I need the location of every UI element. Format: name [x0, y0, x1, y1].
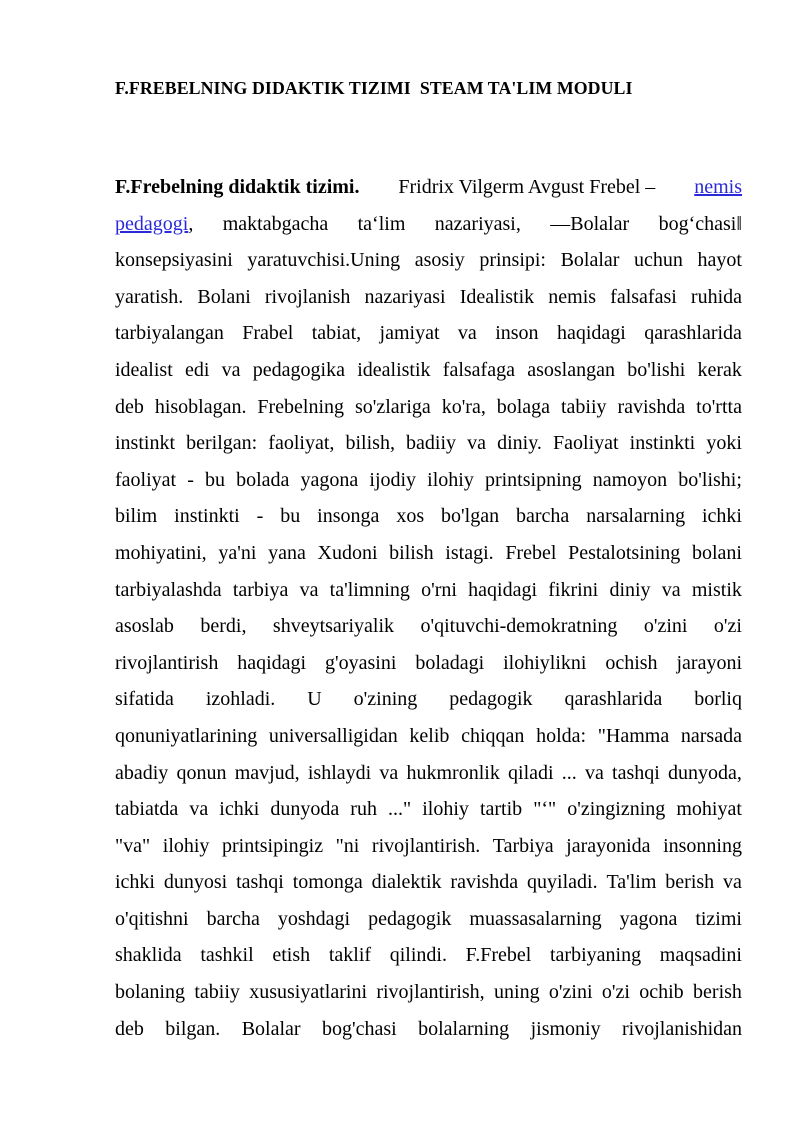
- word: bilish,: [345, 432, 395, 455]
- word: maqsadini: [659, 944, 742, 967]
- word: "‘": [533, 798, 557, 821]
- word: qonun: [176, 761, 227, 784]
- word: taklif: [328, 944, 372, 967]
- word: tabiiy: [560, 395, 607, 418]
- text-line: [115, 864, 742, 901]
- text-line: [115, 608, 742, 645]
- text-line: [115, 718, 742, 755]
- word: o'zi: [713, 615, 742, 638]
- word: Xudoni: [317, 541, 378, 564]
- word: tarbiyalashda: [115, 578, 222, 601]
- word: tarbiyaning: [549, 944, 642, 967]
- word: ruhida: [690, 285, 742, 308]
- word: asosiy: [414, 249, 465, 272]
- word: ilohiy: [422, 798, 469, 821]
- word: printsipingiz: [221, 834, 324, 857]
- word: o'zi: [601, 981, 630, 1004]
- word: tabiat,: [311, 322, 362, 345]
- word: ilohiylikni: [503, 651, 587, 674]
- word: abadiy: [115, 761, 169, 784]
- word: bo'lgan: [441, 505, 500, 528]
- word: inson: [495, 322, 539, 345]
- word: so'zlariga: [354, 395, 431, 418]
- text-line: [115, 315, 742, 352]
- body-paragraph: [115, 169, 742, 1047]
- word: Pestalotsining: [568, 541, 681, 564]
- word: ,: [188, 212, 194, 235]
- word: bu: [280, 505, 301, 528]
- word: yoki: [706, 432, 742, 455]
- text-line: [115, 206, 742, 243]
- word: ta‘lim: [357, 212, 406, 235]
- word: haqidagi: [237, 651, 307, 674]
- word: "ni: [335, 834, 360, 857]
- word: izohladi.: [205, 688, 276, 711]
- word: yana: [268, 541, 306, 564]
- word: etish: [272, 944, 311, 967]
- word: o'zini: [548, 981, 593, 1004]
- word: o'qituvchi-demokratning: [420, 615, 618, 638]
- word: printsipning: [484, 468, 582, 491]
- word: mavjud,: [234, 761, 300, 784]
- word: F.Frebel: [465, 944, 532, 967]
- word: tarbiya: [232, 578, 289, 601]
- word: diniy: [609, 578, 651, 601]
- word: ta'limning: [329, 578, 410, 601]
- word: g'oyasini: [325, 651, 397, 674]
- word: idealistik: [357, 358, 431, 381]
- word: ilohiy: [162, 834, 210, 857]
- word: bo'lishi: [627, 358, 686, 381]
- word: to'rtta: [696, 395, 742, 418]
- word: boladagi: [415, 651, 485, 674]
- link-nemis[interactable]: nemis: [694, 176, 742, 198]
- word: ravishda: [617, 395, 686, 418]
- word: Tarbiya: [492, 834, 554, 857]
- word: tabiiy: [194, 981, 240, 1004]
- text-line: [115, 462, 742, 499]
- word: Bolalar: [241, 1017, 301, 1040]
- word: bilish: [389, 541, 434, 564]
- text-run: [188, 206, 742, 243]
- word: yagona: [300, 468, 359, 491]
- word: va: [189, 798, 209, 821]
- word: nazariyasi,: [434, 212, 521, 235]
- section-heading-inline: F.Frebelning didaktik tizimi.: [115, 176, 360, 198]
- word: yaratish.: [115, 285, 184, 308]
- word: diniy.: [497, 432, 542, 455]
- word: hayot: [697, 249, 742, 272]
- word: edi: [185, 358, 210, 381]
- word: rivojlantirish: [115, 651, 219, 674]
- word: dunyoda: [270, 798, 340, 821]
- word: badiiy: [406, 432, 457, 455]
- word: va: [457, 322, 477, 345]
- word: ―Bolalar: [550, 212, 630, 235]
- word: ochib: [639, 981, 684, 1004]
- word: bolani: [691, 541, 742, 564]
- word: qarashlarida: [644, 322, 742, 345]
- text-line: [115, 242, 742, 279]
- word: insonning: [663, 834, 742, 857]
- word: deb: [115, 1017, 144, 1040]
- text-line: [115, 974, 742, 1011]
- word: o'rni: [421, 578, 457, 601]
- word: universalligidan: [268, 724, 398, 747]
- word: o'qitishni: [115, 907, 189, 930]
- word: bu: [204, 468, 225, 491]
- word: Ta'lim: [606, 871, 657, 894]
- word: mistik: [691, 578, 742, 601]
- word: kelib: [409, 724, 450, 747]
- word: jarayoni: [676, 651, 742, 674]
- word: dunyoda,: [667, 761, 742, 784]
- word: ichki: [219, 798, 260, 821]
- word: mohiyatini,: [115, 541, 207, 564]
- word: yaratuvchisi.Uning: [247, 249, 401, 272]
- word: pedagogik: [449, 688, 533, 711]
- word: Bolalar: [560, 249, 620, 272]
- word: rivojlanish: [264, 285, 351, 308]
- word: ravishda: [450, 871, 519, 894]
- word: bog'chasi: [321, 1017, 397, 1040]
- word: instinkti: [629, 432, 696, 455]
- word: pedagogik: [368, 907, 452, 930]
- word: va: [221, 358, 241, 381]
- word: ...: [561, 761, 577, 784]
- word: yagona: [619, 907, 678, 930]
- word: haqidagi: [468, 578, 538, 601]
- text-line: [115, 498, 742, 535]
- word: mohiyat: [676, 798, 742, 821]
- word: namoyon: [592, 468, 668, 491]
- word: istagi.: [445, 541, 494, 564]
- word: muassasalarning: [469, 907, 602, 930]
- word: prinsipi:: [479, 249, 546, 272]
- word: tartib: [479, 798, 523, 821]
- word: va: [299, 578, 319, 601]
- word: falsafaga: [442, 358, 515, 381]
- word: narsada: [680, 724, 742, 747]
- link-pedagogi[interactable]: pedagogi: [115, 212, 189, 235]
- word: insonga: [317, 505, 380, 528]
- word: bilgan.: [165, 1017, 221, 1040]
- word: barcha: [206, 907, 260, 930]
- word: xos: [396, 505, 425, 528]
- word: qonuniyatlarining: [115, 724, 258, 747]
- word: ishlaydi: [307, 761, 372, 784]
- word: uchun: [634, 249, 683, 272]
- word: dialektik: [371, 871, 442, 894]
- word: tashqi: [236, 871, 284, 894]
- text-line: [115, 1011, 742, 1048]
- text-line: [115, 352, 742, 389]
- text-line: [115, 681, 742, 718]
- word: o'zingizning: [567, 798, 666, 821]
- word: shveytsariyalik: [272, 615, 395, 638]
- word: ochish: [605, 651, 658, 674]
- word: bog‘chasi‖: [658, 212, 742, 235]
- word: "Hamma: [597, 724, 670, 747]
- word: haqidagi: [556, 322, 626, 345]
- word: nemis: [548, 285, 597, 308]
- word: Idealistik: [459, 285, 535, 308]
- word: bolada: [236, 468, 290, 491]
- word: tashkil: [200, 944, 254, 967]
- word: o'zining: [353, 688, 418, 711]
- word: asoslab: [115, 615, 174, 638]
- word: -: [187, 468, 194, 491]
- text-line: [115, 535, 742, 572]
- word: Bolani: [197, 285, 251, 308]
- word: o'zini: [643, 615, 688, 638]
- word: berdi,: [200, 615, 247, 638]
- word: barcha: [516, 505, 570, 528]
- word: ya'ni: [218, 541, 257, 564]
- word: sifatida: [115, 688, 174, 711]
- word: qiladi: [508, 761, 554, 784]
- word: rivojlantirish.: [371, 834, 481, 857]
- word: rivojlantirish,: [376, 981, 485, 1004]
- word: bilim: [115, 505, 158, 528]
- word: pedagogika: [252, 358, 345, 381]
- word: U: [307, 688, 322, 711]
- word: fikrini: [548, 578, 599, 601]
- text-line: [115, 901, 742, 938]
- word: ichki: [115, 871, 155, 894]
- word: tomonga: [292, 871, 363, 894]
- word: va: [467, 432, 487, 455]
- word: bolaga: [496, 395, 551, 418]
- word: tizimi: [695, 907, 742, 930]
- word: qarashlarida: [564, 688, 663, 711]
- word: -: [256, 505, 264, 528]
- word: nazariyasi: [364, 285, 446, 308]
- word: ilohiy: [427, 468, 474, 491]
- word: Frabel: [242, 322, 294, 345]
- word: faoliyat,: [268, 432, 335, 455]
- word: ...": [388, 798, 412, 821]
- word: idealist: [115, 358, 173, 381]
- word: kerak: [697, 358, 742, 381]
- text-line: [115, 389, 742, 426]
- word: jismoniy: [530, 1017, 601, 1040]
- word: tashqi: [612, 761, 660, 784]
- word: berish: [693, 981, 742, 1004]
- word: tabiatda: [115, 798, 179, 821]
- word: "va": [115, 834, 151, 857]
- word: va: [379, 761, 399, 784]
- word: deb: [115, 395, 144, 418]
- text-line: [115, 425, 742, 462]
- word: narsalarning: [586, 505, 686, 528]
- word: holda:: [536, 724, 587, 747]
- document-title: F.FREBELNING DIDAKTIK TIZIMI STEAM TA'LIM MODULI: [115, 78, 633, 98]
- text-line: [115, 572, 742, 609]
- word: xususiyatlarini: [249, 981, 367, 1004]
- word: instinkti: [174, 505, 240, 528]
- word: hisoblagan.: [154, 395, 247, 418]
- text-run: Fridrix Vilgerm Avgust Frebel –: [393, 176, 661, 198]
- word: konsepsiyasini: [115, 249, 233, 272]
- word: uning: [494, 981, 540, 1004]
- text-line: [115, 279, 742, 316]
- word: dunyosi: [163, 871, 228, 894]
- word: ruh: [350, 798, 377, 821]
- word: asoslangan: [527, 358, 615, 381]
- word: va: [723, 871, 742, 894]
- word: ko'ra,: [441, 395, 486, 418]
- word: jarayonida: [566, 834, 651, 857]
- word: berish: [665, 871, 715, 894]
- word: quyiladi.: [527, 871, 598, 894]
- text-line: [115, 645, 742, 682]
- text-line: [115, 828, 742, 865]
- text-line: [115, 937, 742, 974]
- word: yoshdagi: [277, 907, 351, 930]
- word: va: [584, 761, 604, 784]
- word: Frebelning: [257, 395, 345, 418]
- word: borliq: [694, 688, 742, 711]
- word: tarbiyalangan: [115, 322, 224, 345]
- text-line: [115, 755, 742, 792]
- word: faoliyat: [115, 468, 177, 491]
- word: bo'lishi;: [678, 468, 742, 491]
- text-line: [115, 169, 742, 206]
- text-line: [115, 791, 742, 828]
- word: bolalarning: [418, 1017, 510, 1040]
- word: ichki: [702, 505, 742, 528]
- word: ijodiy: [369, 468, 417, 491]
- word: chiqqan: [461, 724, 525, 747]
- word: maktabgacha: [222, 212, 329, 235]
- word: jamiyat: [379, 322, 440, 345]
- word: shaklida: [115, 944, 182, 967]
- word: falsafasi: [610, 285, 677, 308]
- word: va: [661, 578, 681, 601]
- word: rivojlanishidan: [622, 1017, 742, 1040]
- word: hukmronlik: [406, 761, 500, 784]
- word: Faoliyat: [553, 432, 619, 455]
- word: instinkt: [115, 432, 176, 455]
- word: Frebel: [505, 541, 557, 564]
- word: qilindi.: [389, 944, 447, 967]
- word: berilgan:: [186, 432, 258, 455]
- word: bolaning: [115, 981, 185, 1004]
